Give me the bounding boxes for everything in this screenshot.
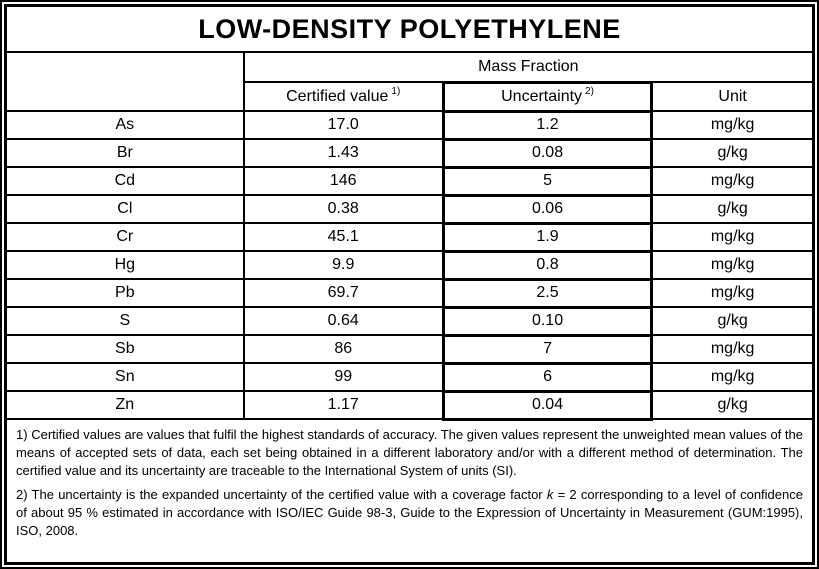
table-row-sn <box>7 363 812 391</box>
uncertainty-cell: 0.8 <box>443 251 651 279</box>
corner-cell-empty <box>7 53 244 111</box>
element-cell: Cd <box>7 167 244 195</box>
table-row-cd <box>7 167 812 195</box>
certified-value-cell: 69.7 <box>244 279 444 307</box>
certified-value-cell: 17.0 <box>244 111 444 139</box>
uncertainty-cell: 5 <box>443 167 651 195</box>
unit-cell: g/kg <box>652 307 812 335</box>
table-row-hg <box>7 251 812 279</box>
element-cell: Zn <box>7 391 244 419</box>
table-row-zn <box>7 391 812 419</box>
unit-cell: mg/kg <box>652 111 812 139</box>
uncertainty-cell: 0.08 <box>443 139 651 167</box>
element-cell: Cr <box>7 223 244 251</box>
unit-cell: mg/kg <box>652 167 812 195</box>
uncertainty-header <box>443 82 651 111</box>
footnote-2 <box>16 486 803 540</box>
certified-value-cell: 146 <box>244 167 444 195</box>
unit-cell: mg/kg <box>652 363 812 391</box>
uncertainty-cell: 0.10 <box>443 307 651 335</box>
footnote-2-reference: 2) <box>585 86 594 98</box>
table-row-s <box>7 307 812 335</box>
unit-cell: mg/kg <box>652 335 812 363</box>
table-row-br <box>7 139 812 167</box>
uncertainty-cell: 7 <box>443 335 651 363</box>
table-row-pb <box>7 279 812 307</box>
element-cell: Sn <box>7 363 244 391</box>
element-cell: S <box>7 307 244 335</box>
certified-value-header-label: Certified value <box>286 87 389 105</box>
footnotes-section <box>7 421 812 563</box>
uncertainty-cell: 2.5 <box>443 279 651 307</box>
unit-cell: mg/kg <box>652 279 812 307</box>
unit-cell: mg/kg <box>652 223 812 251</box>
footnote-1-reference: 1) <box>391 86 401 98</box>
uncertainty-cell: 0.06 <box>443 195 651 223</box>
mass-fraction-header: Mass Fraction <box>244 53 812 82</box>
unit-cell: g/kg <box>652 195 812 223</box>
uncertainty-cell: 1.2 <box>443 111 651 139</box>
footnote-2-text-after: = 2 corresponding to a level of confidence of about 95 % estimated in accordance with ISO/IEC Guide 98-3, Guide to the Expression of Uncertainty in Measurement (GUM:1995), ISO, 2008. <box>16 486 803 538</box>
element-cell: Cl <box>7 195 244 223</box>
certified-values-table <box>7 53 812 421</box>
certified-value-cell: 99 <box>244 363 444 391</box>
uncertainty-header-label: Uncertainty <box>501 87 583 105</box>
footnote-1: 1) Certified values are values that fulfil the highest standards of accuracy. The given values represent the unweighted mean values of the means of accepted sets of data, each set being obtained in a different laboratory and/or with a different method of determination. The certified value and its uncertainty are traceable to the International System of units (SI). <box>16 426 803 478</box>
unit-cell: mg/kg <box>652 251 812 279</box>
certified-value-cell: 1.17 <box>244 391 444 419</box>
element-cell: As <box>7 111 244 139</box>
uncertainty-cell: 0.04 <box>443 391 651 419</box>
element-cell: Hg <box>7 251 244 279</box>
footnote-2-text-before: 2) The uncertainty is the expanded uncertainty of the certified value with a coverage factor <box>16 486 547 502</box>
element-cell: Sb <box>7 335 244 363</box>
uncertainty-cell: 1.9 <box>443 223 651 251</box>
table-row-cr <box>7 223 812 251</box>
unit-cell: g/kg <box>652 139 812 167</box>
certified-value-cell: 86 <box>244 335 444 363</box>
table-frame <box>4 4 815 565</box>
group-header-row <box>7 53 812 82</box>
uncertainty-cell: 6 <box>443 363 651 391</box>
table-row-sb <box>7 335 812 363</box>
certified-value-cell: 45.1 <box>244 223 444 251</box>
page-title: LOW-DENSITY POLYETHYLENE <box>7 7 812 53</box>
table-row-cl <box>7 195 812 223</box>
table-row-as <box>7 111 812 139</box>
certified-value-cell: 0.64 <box>244 307 444 335</box>
certified-value-cell: 9.9 <box>244 251 444 279</box>
certified-value-cell: 0.38 <box>244 195 444 223</box>
footnote-2-k-symbol: k <box>546 486 554 502</box>
unit-header: Unit <box>652 82 812 111</box>
element-cell: Br <box>7 139 244 167</box>
unit-cell: g/kg <box>652 391 812 419</box>
certified-value-header <box>244 82 444 111</box>
element-cell: Pb <box>7 279 244 307</box>
certified-value-cell: 1.43 <box>244 139 444 167</box>
